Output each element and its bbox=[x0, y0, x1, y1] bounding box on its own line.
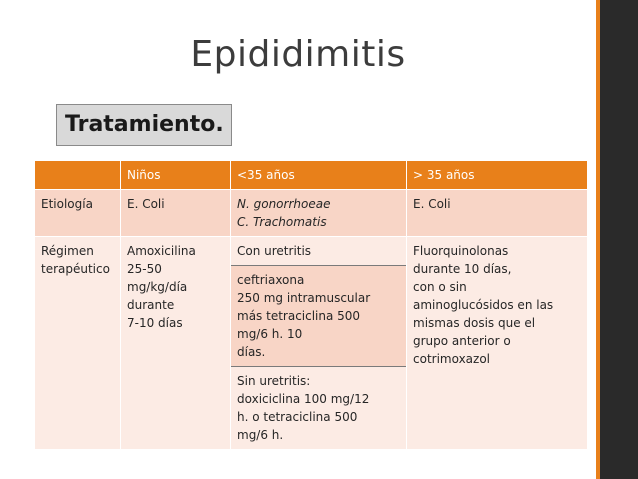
sidebar-decoration bbox=[596, 0, 638, 479]
header-cell-over-35: > 35 años bbox=[407, 161, 588, 190]
slide-title: Epididimitis bbox=[190, 34, 406, 75]
treatment-table bbox=[34, 160, 588, 450]
subtitle-label: Tratamiento. bbox=[65, 112, 224, 137]
cell-regimen-ninos: Amoxicilina 25-50 mg/kg/día durante 7-10 días bbox=[121, 237, 231, 450]
subtitle-box bbox=[56, 104, 232, 146]
cell-regimen-over-35: Fluorquinolonas durante 10 días, con o sin aminoglucósidos en las mismas dosis que el grupo anterior o cotrimoxazol bbox=[407, 237, 588, 450]
cell-etiologia-under-35: N. gonorrhoeae C. Trachomatis bbox=[231, 190, 407, 237]
cell-regimen-under-35 bbox=[231, 237, 407, 450]
table-row-etiologia bbox=[35, 190, 588, 237]
row-label-etiologia: Etiología bbox=[35, 190, 121, 237]
row-label-regimen: Régimen terapéutico bbox=[35, 237, 121, 450]
table-header-row bbox=[35, 161, 588, 190]
regimen-ceftriaxona: ceftriaxona 250 mg intramuscular más tetraciclina 500 mg/6 h. 10 días. bbox=[231, 265, 406, 367]
table-row-regimen bbox=[35, 237, 588, 450]
cell-etiologia-over-35: E. Coli bbox=[407, 190, 588, 237]
header-cell-empty bbox=[35, 161, 121, 190]
regimen-sin-uretritis: Sin uretritis: doxiciclina 100 mg/12 h. o tetraciclina 500 mg/6 h. bbox=[231, 367, 406, 449]
sidebar-accent bbox=[596, 0, 600, 479]
header-cell-ninos: Niños bbox=[121, 161, 231, 190]
header-cell-under-35: <35 años bbox=[231, 161, 407, 190]
cell-etiologia-ninos: E. Coli bbox=[121, 190, 231, 237]
regimen-con-uretritis: Con uretritis bbox=[231, 237, 406, 265]
